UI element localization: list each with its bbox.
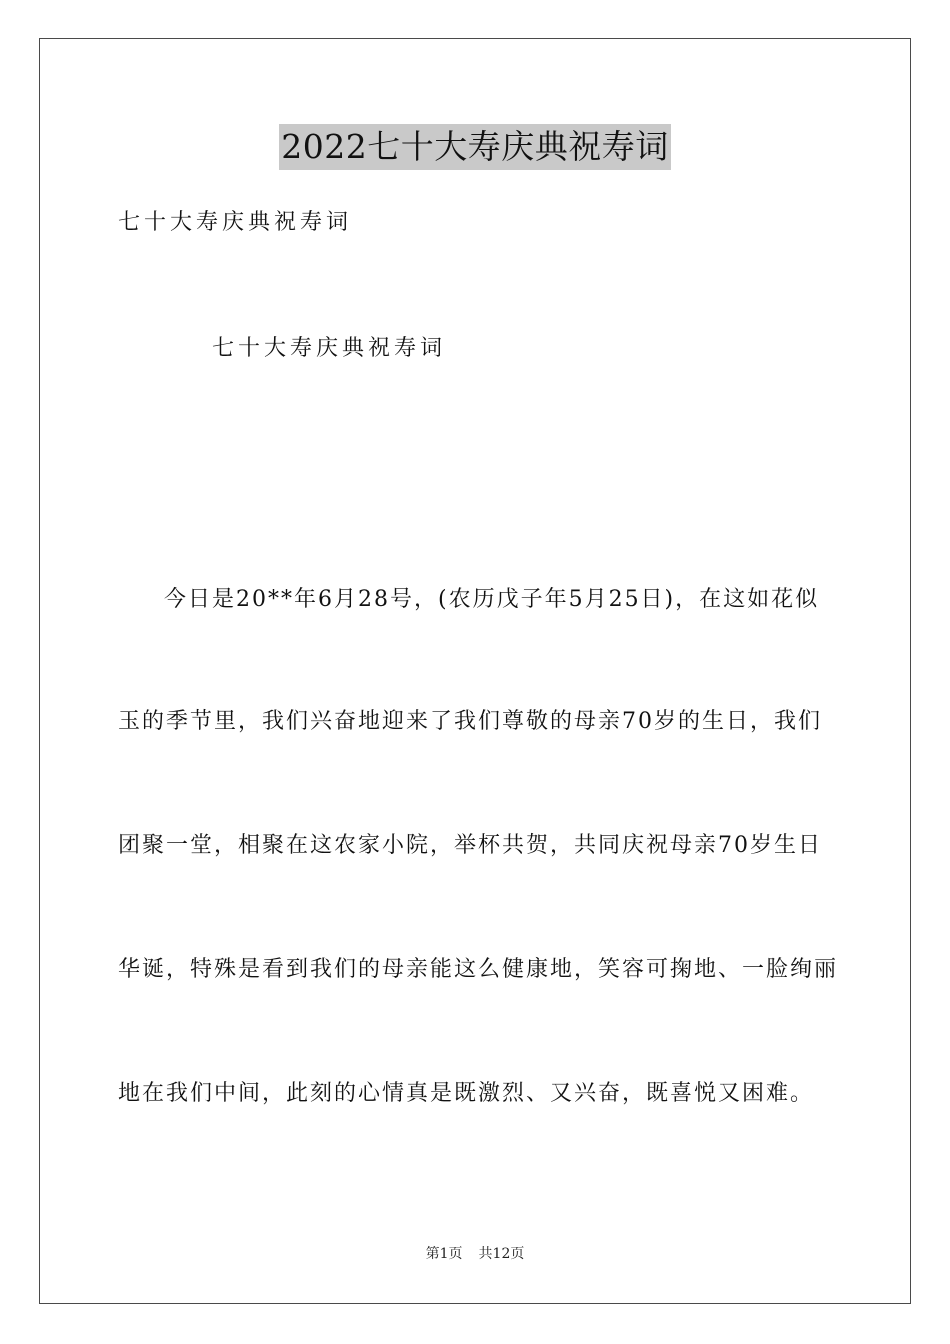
- title-container: [0, 124, 950, 170]
- page-number-current: 第1页: [425, 1246, 463, 1262]
- body-line-1: 今日是20**年6月28号，(农历戊子年5月25日)，在这如花似: [164, 587, 820, 612]
- document-subtitle: 七十大寿庆典祝寿词: [118, 210, 353, 235]
- page-footer: [0, 1244, 950, 1264]
- body-line-4: 华诞，特殊是看到我们的母亲能这么健康地，笑容可掬地、一脸绚丽: [118, 957, 839, 982]
- page-number-total: 共12页: [478, 1246, 525, 1262]
- body-line-5: 地在我们中间，此刻的心情真是既激烈、又兴奋，既喜悦又困难。: [118, 1081, 815, 1106]
- body-line-2: 玉的季节里，我们兴奋地迎来了我们尊敬的母亲70岁的生日，我们: [118, 709, 822, 734]
- body-line-3: 团聚一堂，相聚在这农家小院，举杯共贺，共同庆祝母亲70岁生日: [118, 833, 822, 858]
- section-heading: 七十大寿庆典祝寿词: [212, 336, 447, 361]
- document-title: 2022七十大寿庆典祝寿词: [279, 124, 670, 170]
